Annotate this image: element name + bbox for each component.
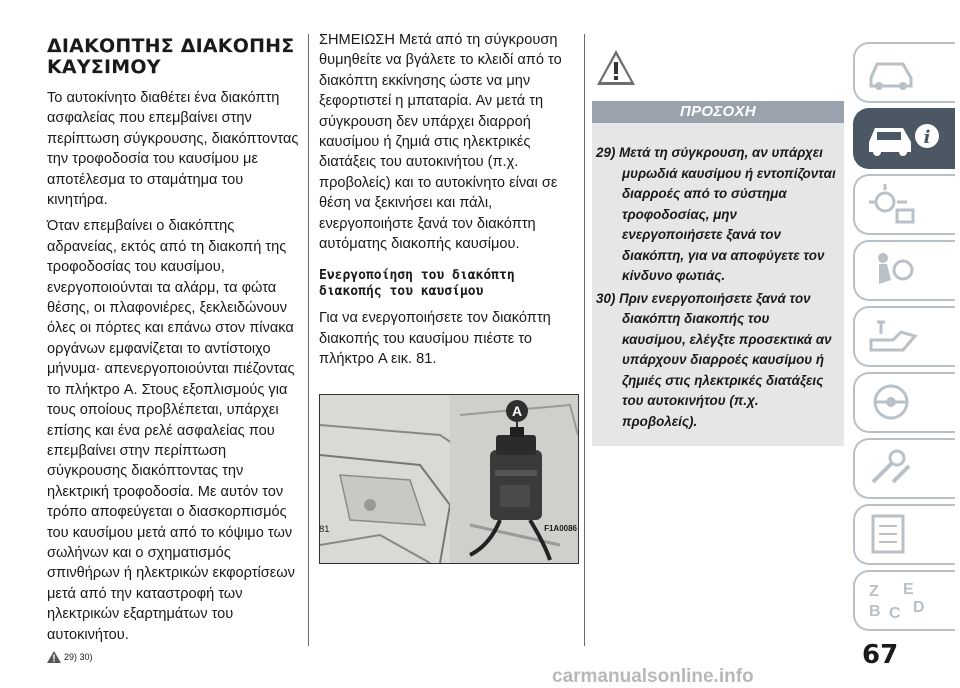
engine-oil-icon [863,314,923,358]
subheading: Ενεργοποίηση του διακόπτη διακοπής του καυσίμου [319,268,515,300]
tab-index-letters[interactable] [853,570,955,631]
column-1 [47,30,299,663]
column-2 [319,30,577,564]
warning-triangle-icon [596,48,636,88]
caution-title: ΠΡΟΣΟΧΗ [592,101,844,123]
service-tools-icon [863,446,923,490]
warning-references [47,651,299,663]
steering-wheel-icon [863,380,923,424]
svg-text:E: E [903,581,914,598]
column-3 [592,30,844,446]
svg-text:i: i [923,127,931,148]
tab-engine-oil[interactable] [853,306,955,367]
figure-caption [319,524,577,535]
warning-triangle-icon [47,651,61,663]
figure-callout-a: A [511,402,523,419]
airbag-seat-icon [863,248,923,292]
page-number: 67 [862,640,899,670]
warning-lights-icon [863,182,923,226]
column-divider [584,34,585,646]
index-letters-icon [863,578,933,622]
section-heading: ΔΙΑΚΟΠΤΗΣ ΔΙΑΚΟΠΗΣ ΚΑΥΣΙΜΟΥ [47,35,295,78]
car-info-icon [863,116,943,160]
paragraph-1: Το αυτοκίνητο διαθέτει ένα διακόπτη ασφαλείας που επεμβαίνει στην περίπτωση σύγκρουσης, διακόπτοντας την τροφοδοσία του καυσίμου με αποτέλεσμα το σταμάτημα του κινητήρα. [47,90,299,209]
tab-steering-wheel[interactable] [853,372,955,433]
technical-data-icon [863,512,923,556]
paragraph-2: Όταν επεμβαίνει ο διακόπτης αδρανείας, εκτός από τη διακοπή της τροφοδοσίας του καυσίμου, ενεργοποιούνται τα αλάρμ, τα φώτα θέσης, οι πλαφονιέρες, ξεκλειδώνουν όλες οι πόρτες και επάνω στον πίνακα οργάνων εμφανίζεται το αντίστοιχο μήνυμα· απενεργοποιούνται πιέζοντας το πλήκτρο A. Στους εξοπλισμούς για τους οποίους προβλέπεται, υπάρχει επίσης και ένα ρελέ ασφαλείας που επεμβαίνει στην περίπτωση σύγκρουσης διακόπτοντας την ηλεκτρική τροφοδοσία. Με αυτόν τον τρόπο αποφεύγεται ο διασκορπισμός του καυσίμου μετά από το κόψιμο των σωλήνων και ο σχηματισμός σπινθήρων ή ηλεκτρικών εκφορτίσεων μετά από την καταστροφή των ηλεκτρικών εξαρτημάτων του αυτοκινήτου. [47,218,295,643]
chapter-tabs [853,42,960,636]
svg-text:D: D [913,599,925,616]
watermark: carmanualsonline.info [552,666,754,687]
tab-airbag-seat[interactable] [853,240,955,301]
svg-text:B: B [869,603,881,620]
caution-item: 29) Μετά τη σύγκρουση, αν υπάρχει μυρωδιά καυσίμου ή εντοπίζονται διαρροές από το σύστημα τροφοδοσίας, μην ενεργοποιήσετε ξανά τον διακόπτη, για να αποφύγετε τον κίνδυνο φωτιάς. [596,145,836,283]
caution-item: 30) Πριν ενεργοποιήσετε ξανά τον διακόπτη διακοπής του καυσίμου, ελέγξτε προσεκτικά αν υπάρχουν διαρροές καυσίμου ή ζημιές στις ηλεκτρικές διατάξεις του αυτοκινήτου (π.χ. προβολείς). [596,290,832,429]
tab-car-front[interactable] [853,42,955,103]
tab-car-info[interactable] [853,108,955,169]
figure-code: F1A0086 [544,524,577,533]
tab-warning-lights[interactable] [853,174,955,235]
svg-text:C: C [889,605,901,622]
refs-text: 29) 30) [64,651,93,662]
car-front-icon [863,50,923,94]
tab-technical-data[interactable] [853,504,955,565]
figure-fuel-cutoff-switch [319,394,579,564]
column-divider [308,34,309,646]
instruction-paragraph: Για να ενεργοποιήσετε τον διακόπτη διακοπής του καυσίμου πιέστε το πλήκτρο A εικ. 81. [319,310,551,368]
tab-service-tools[interactable] [853,438,955,499]
figure-number: 81 [319,524,330,535]
svg-text:Z: Z [869,583,879,600]
fuel-switch-illustration [320,395,578,563]
caution-box [592,123,844,446]
note-paragraph: ΣΗΜΕΙΩΣΗ Μετά από τη σύγκρουση θυμηθείτε να βγάλετε το κλειδί από το διακόπτη εκκίνησης ώστε να μην ξεφορτιστεί η μπαταρία. Αν μετά τη σύγκρουση δεν υπάρχει διαρροή καυσίμου ή ζημιά στις ηλεκτρικές διατάξεις του αυτοκινήτου (π.χ. προβολείς) και το αυτοκίνητο είναι σε θέση να ξεκινήσει και πάλι, ενεργοποιήστε ξανά τον διακόπτη αυτόματης διακοπής καυσίμου. [319,32,562,253]
